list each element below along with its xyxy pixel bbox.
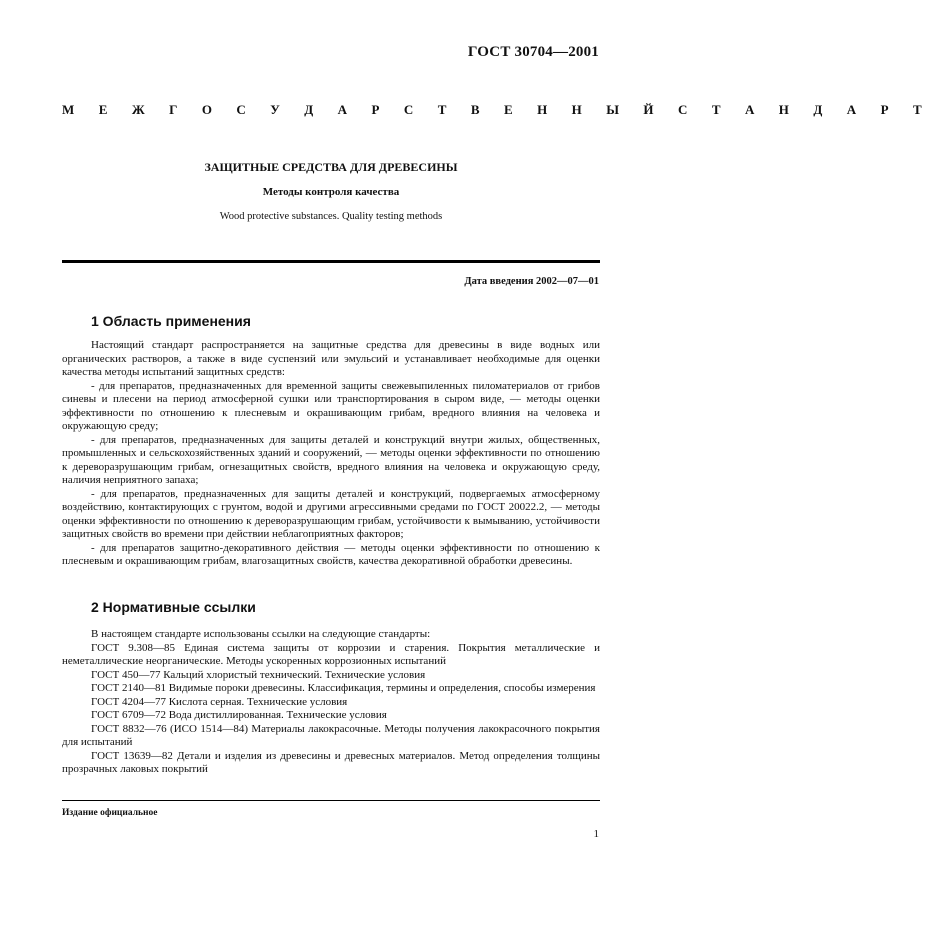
- section-body-scope: [62, 339, 600, 569]
- reference-item: ГОСТ 8832—76 (ИСО 1514—84) Материалы лакокрасочные. Методы получения лакокрасочного покрытия для испытаний: [62, 722, 600, 748]
- document-number: ГОСТ 30704—2001: [467, 44, 599, 60]
- paragraph: - для препаратов, предназначенных для защиты деталей и конструкций внутри жилых, общественных, промышленных и сельскохозяйственных зданий и сооружений, — методы оценки эффективности по отношению к дереворазрушающим грибам, огнезащитных свойств, вредного влияния на человека и окружающую среду, наличия неприятного запаха;: [62, 433, 600, 486]
- paragraph: - для препаратов, предназначенных для защиты деталей и конструкций, подвергаемых атмосферному воздействию, контактирующих с грунтом, водой и другими агрессивными средами по ГОСТ 20022.2, — методы оценки эффективности по отношению к дереворазрушающим грибам, устойчивости к вымыванию, устойчивости защитных свойств во времени при действии неблагоприятных факторов;: [62, 487, 600, 540]
- section-heading-references: 2 Нормативные ссылки: [91, 599, 256, 615]
- title-divider: [62, 260, 600, 263]
- title-block: [62, 160, 600, 222]
- section-body-references: [62, 628, 600, 777]
- reference-item: ГОСТ 4204—77 Кислота серная. Технические условия: [91, 695, 348, 708]
- reference-item: ГОСТ 2140—81 Видимые пороки древесины. Классификация, термины и определения, способы измерения: [91, 682, 596, 694]
- introduction-date: Дата введения 2002—07—01: [464, 276, 599, 287]
- reference-item: ГОСТ 6709—72 Вода дистиллированная. Технические условия: [91, 709, 387, 721]
- english-title: Wood protective substances. Quality testing methods: [219, 211, 443, 222]
- document-subtitle: Методы контроля качества: [262, 186, 400, 198]
- interstate-standard-label: М Е Ж Г О С У Д А Р С Т В Е Н Н Ы Й С Т А Н Д А Р Т: [62, 102, 932, 117]
- paragraph: - для препаратов защитно-декоративного действия — методы оценки эффективности по отношению к плесневым и окрашивающим грибам, влагозащитных свойств, качества декоративной обработки древесины.: [62, 541, 600, 567]
- official-edition-label: Издание официальное: [62, 808, 158, 818]
- reference-item: ГОСТ 13639—82 Детали и изделия из древесины и древесных материалов. Метод определения толщины прозрачных лаковых покрытий: [62, 749, 600, 775]
- reference-item: ГОСТ 9.308—85 Единая система защиты от коррозии и старения. Покрытия металлические и неметаллические неорганические. Методы ускоренных коррозионных испытаний: [62, 641, 600, 667]
- footer-divider: [62, 800, 600, 801]
- paragraph: - для препаратов, предназначенных для временной защиты свежевыпиленных пиломатериалов от грибов синевы и плесени на период атмосферной сушки или транспортирования в сыром виде, — методы оценки эффективности по отношению к плесневым и окрашивающим грибам, вредного влияния на человека и окружающую среду;: [62, 379, 600, 432]
- section-heading-scope: 1 Область применения: [91, 313, 251, 329]
- paragraph: В настоящем стандарте использованы ссылки на следующие стандарты:: [91, 628, 431, 640]
- page-number: 1: [593, 828, 599, 840]
- paragraph: Настоящий стандарт распространяется на защитные средства для древесины в виде водных или органических растворов, а также в виде суспензий или эмульсий и устанавливает необходимые для оценки качества методы испытаний защитных средств:: [62, 339, 600, 378]
- reference-item: ГОСТ 450—77 Кальций хлористый технический. Технические условия: [91, 668, 426, 681]
- document-title: ЗАЩИТНЫЕ СРЕДСТВА ДЛЯ ДРЕВЕСИНЫ: [204, 160, 458, 174]
